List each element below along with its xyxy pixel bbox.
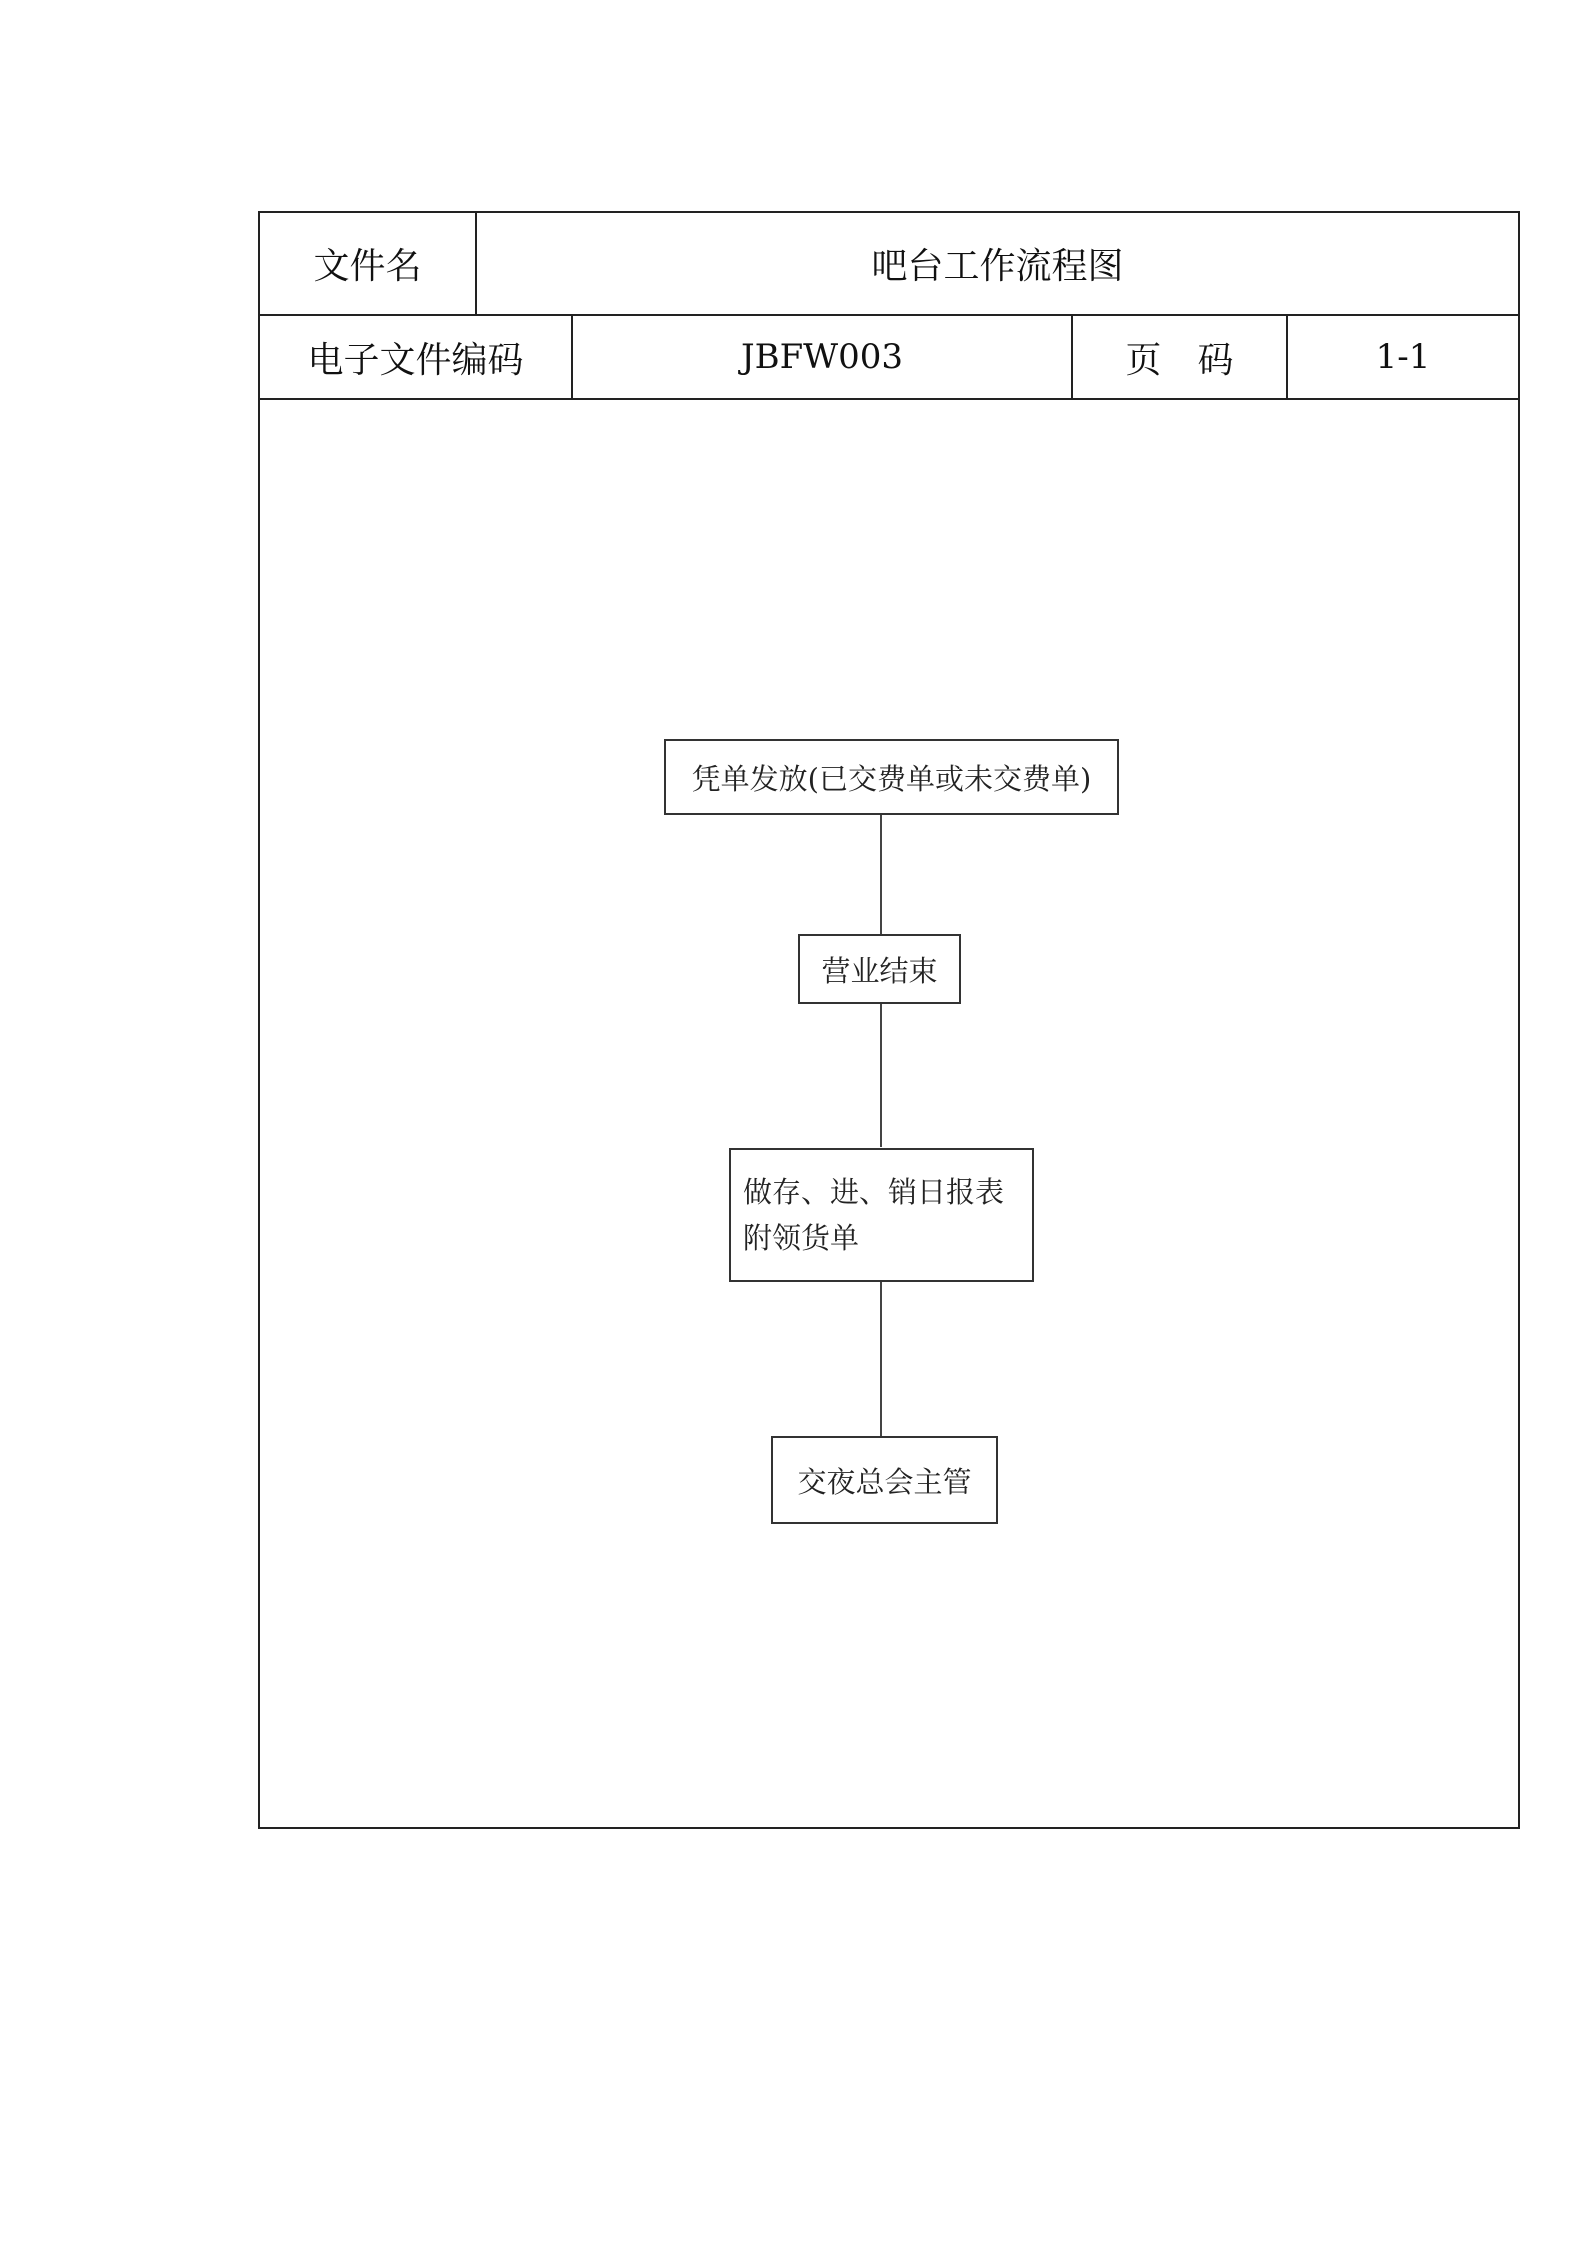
document-title: 吧台工作流程图 [871,246,1124,287]
flow-step-label: 交夜总会主管 [797,1464,972,1499]
page-value: 1-1 [1375,337,1431,377]
flow-step-label: 营业结束 [821,953,938,988]
flow-step-label: 附领货单 [743,1221,860,1255]
flow-step-daily-report [729,1148,1034,1282]
flow-step-voucher-issue [664,739,1119,815]
flow-step-label: 做存、进、销日报表 [743,1175,1005,1209]
code-value: JBFW003 [740,337,904,377]
code-label: 电子文件编码 [307,339,524,381]
page-label: 页码 [1125,339,1270,381]
connector-line [880,1281,882,1436]
file-name-label: 文件名 [313,246,422,287]
flow-step-business-end [798,934,961,1004]
flow-step-handover [771,1436,998,1524]
connector-line [880,813,882,934]
connector-line [880,1004,882,1147]
flow-step-label: 凭单发放(已交费单或未交费单) [691,761,1092,796]
